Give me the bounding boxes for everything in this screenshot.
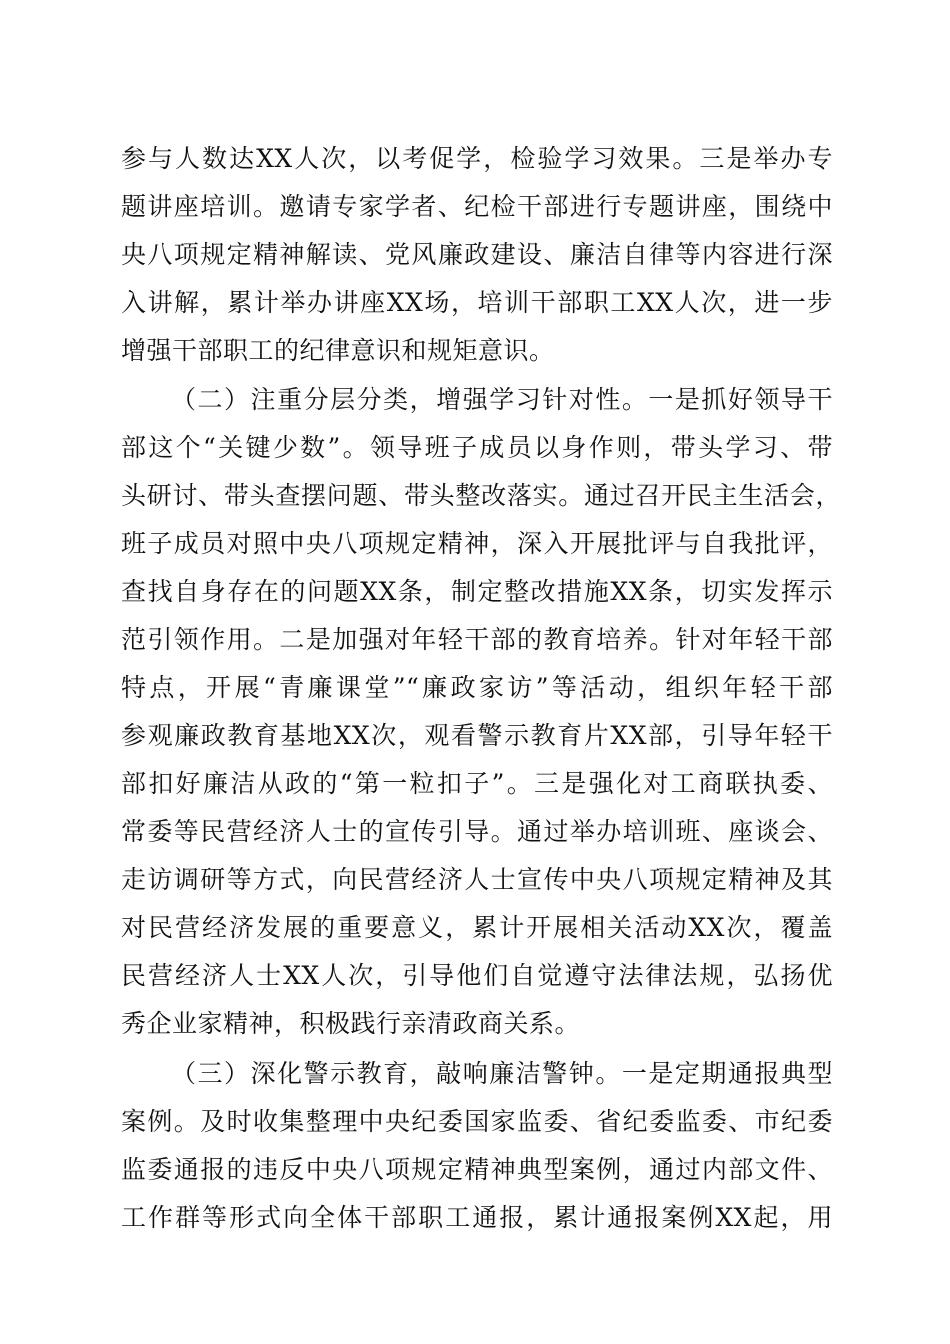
paragraph-line: 题讲座培训。邀请专家学者、纪检干部进行专题讲座，围绕中	[121, 192, 833, 221]
paragraph-line: 参观廉政教育基地XX次，观看警示教育片XX部，引导年轻干	[121, 721, 833, 750]
paragraph-line: 入讲解，累计举办讲座XX场，培训干部职工XX人次，进一步	[121, 288, 833, 317]
paragraph-line: 秀企业家精神，积极践行亲清政商关系。	[121, 1009, 581, 1038]
paragraph-line: 监委通报的违反中央八项规定精神典型案例，通过内部文件、	[121, 1155, 833, 1184]
paragraph-line: 范引领作用。二是加强对年轻干部的教育培养。针对年轻干部	[121, 625, 833, 654]
paragraph-line: 查找自身存在的问题XX条，制定整改措施XX条，切实发挥示	[121, 577, 833, 606]
paragraph-line: 头研讨、带头查摆问题、带头整改落实。通过召开民主生活会，	[121, 481, 841, 510]
paragraph-line: 参与人数达XX人次，以考促学，检验学习效果。三是举办专	[121, 144, 833, 173]
paragraph-line: 案例。及时收集整理中央纪委国家监委、省纪委监委、市纪委	[121, 1107, 833, 1136]
paragraph-line: 部扣好廉洁从政的“第一粒扣子”。三是强化对工商联执委、	[121, 769, 833, 798]
paragraph-line: 民营经济人士XX人次，引导他们自觉遵守法律法规，弘扬优	[121, 961, 833, 990]
paragraph-line: 增强干部职工的纪律意识和规矩意识。	[121, 336, 555, 365]
paragraph-line: 工作群等形式向全体干部职工通报，累计通报案例XX起，用	[121, 1203, 833, 1232]
section-heading-line: （三）深化警示教育，敲响廉洁警钟。一是定期通报典型	[171, 1059, 833, 1088]
paragraph-line: 部这个“关键少数”。领导班子成员以身作则，带头学习、带	[121, 433, 833, 462]
paragraph-line: 央八项规定精神解读、党风廉政建设、廉洁自律等内容进行深	[121, 240, 833, 269]
section-heading-line: （二）注重分层分类，增强学习针对性。一是抓好领导干	[171, 385, 833, 414]
paragraph-line: 走访调研等方式，向民营经济人士宣传中央八项规定精神及其	[121, 865, 833, 894]
paragraph-line: 特点，开展“青廉课堂”“廉政家访”等活动，组织年轻干部	[121, 673, 833, 702]
paragraph-line: 班子成员对照中央八项规定精神，深入开展批评与自我批评，	[121, 529, 833, 558]
paragraph-line: 常委等民营经济人士的宣传引导。通过举办培训班、座谈会、	[121, 817, 833, 846]
paragraph-line: 对民营经济发展的重要意义，累计开展相关活动XX次，覆盖	[121, 913, 833, 942]
